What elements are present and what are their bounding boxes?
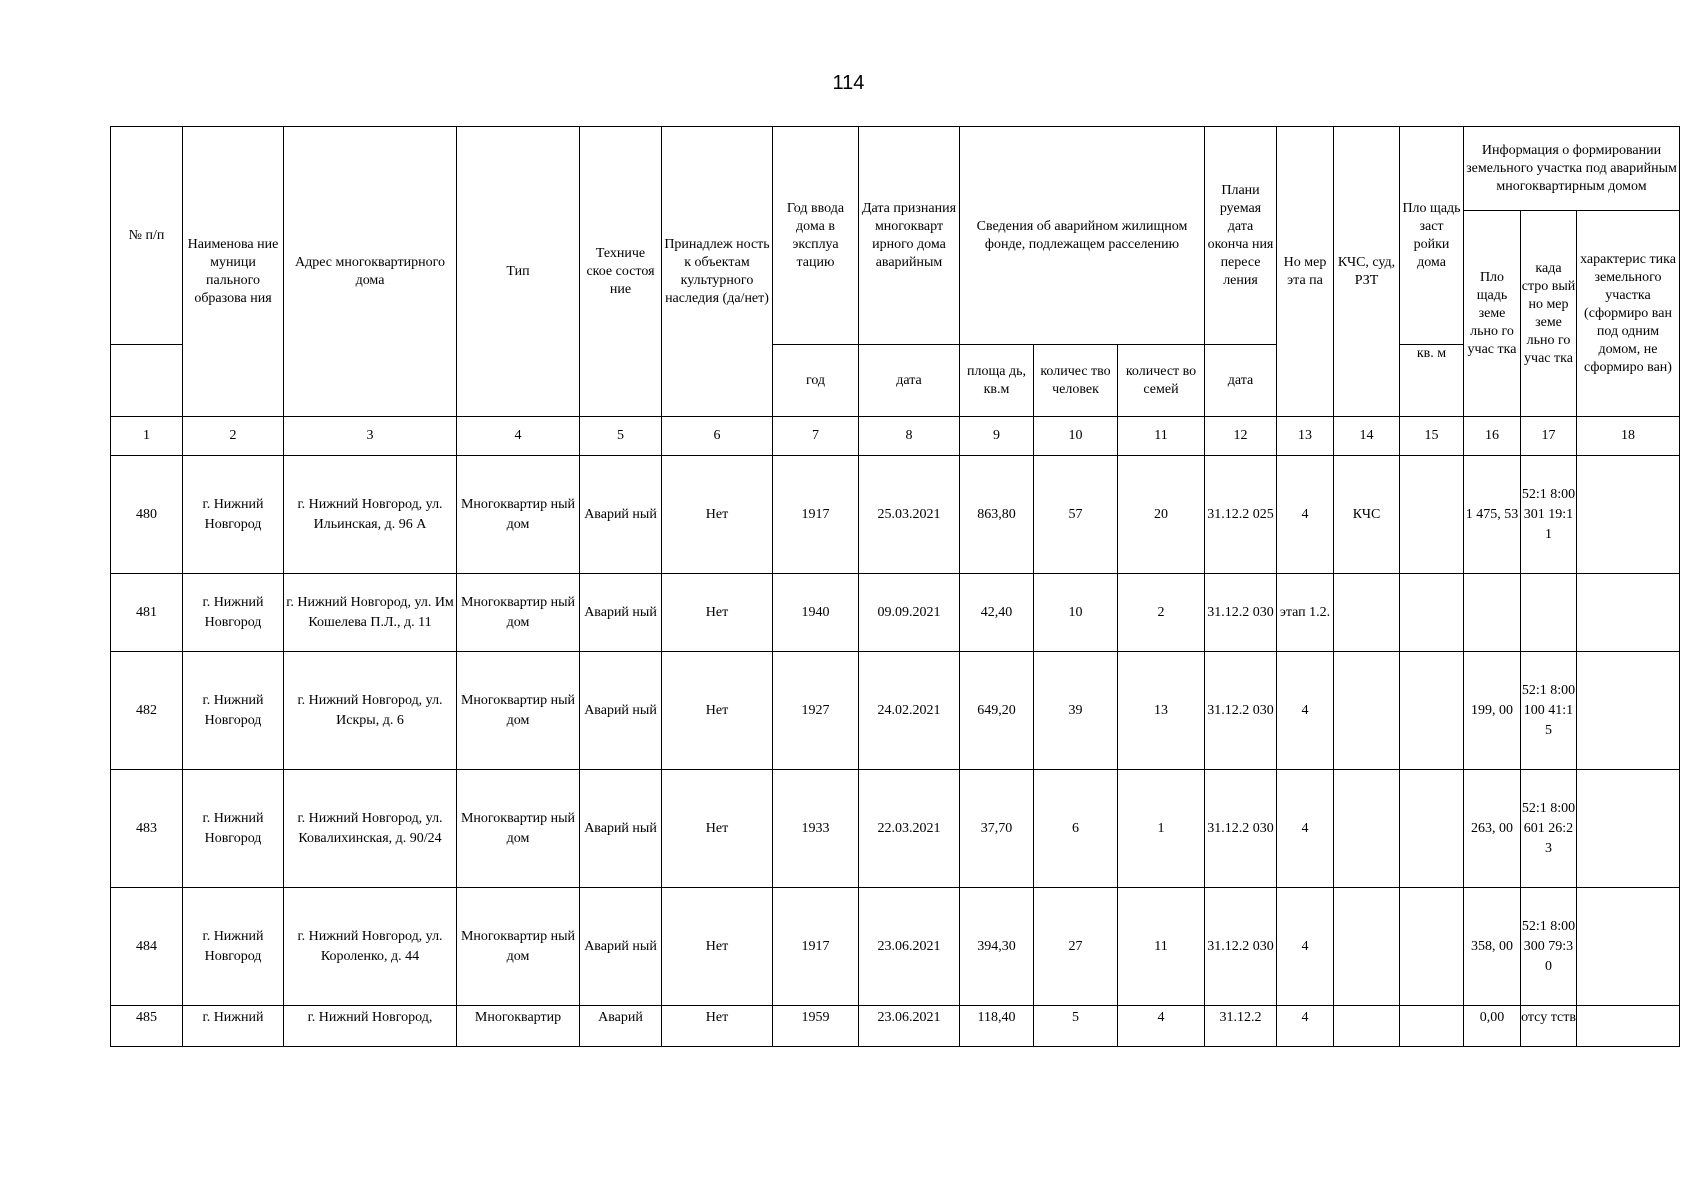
area-cell: 118,40: [960, 1006, 1034, 1047]
header-building-area: Пло щадь заст ройки дома: [1400, 127, 1464, 345]
condition-cell: Аварий ный: [580, 770, 662, 888]
header-type: Тип: [457, 127, 580, 417]
type-cell: Многоквартир ный дом: [457, 770, 580, 888]
families-cell: 4: [1118, 1006, 1205, 1047]
municipality-cell: г. Нижний Новгород: [183, 574, 284, 652]
plot-characteristic-cell: [1577, 574, 1680, 652]
year-cell: 1917: [773, 456, 859, 574]
building-area-cell: [1400, 1006, 1464, 1047]
condition-cell: Аварий: [580, 1006, 662, 1047]
sub-date: дата: [859, 345, 960, 417]
cadastral-cell: [1521, 574, 1577, 652]
column-number: 7: [773, 417, 859, 456]
recognized-date-cell: 25.03.2021: [859, 456, 960, 574]
row-number: 480: [111, 456, 183, 574]
column-number: 3: [284, 417, 457, 456]
header-recognized-date: Дата признания многокварт ирного дома аварийным: [859, 127, 960, 345]
column-number: 2: [183, 417, 284, 456]
recognized-date-cell: 23.06.2021: [859, 888, 960, 1006]
area-cell: 863,80: [960, 456, 1034, 574]
recognized-date-cell: 09.09.2021: [859, 574, 960, 652]
row-number: 484: [111, 888, 183, 1006]
header-address: Адрес многоквартирного дома: [284, 127, 457, 417]
building-area-cell: [1400, 888, 1464, 1006]
stage-cell: 4: [1277, 770, 1334, 888]
year-cell: 1940: [773, 574, 859, 652]
plot-characteristic-cell: [1577, 1006, 1680, 1047]
sub-area: площа дь, кв.м: [960, 345, 1034, 417]
header-condition: Техниче ское состоя ние: [580, 127, 662, 417]
heritage-cell: Нет: [662, 456, 773, 574]
area-cell: 37,70: [960, 770, 1034, 888]
column-number: 17: [1521, 417, 1577, 456]
type-cell: Многоквартир ный дом: [457, 574, 580, 652]
header-housing-info: Сведения об аварийном жилищном фонде, подлежащем расселению: [960, 127, 1205, 345]
year-cell: 1927: [773, 652, 859, 770]
people-cell: 5: [1034, 1006, 1118, 1047]
people-cell: 39: [1034, 652, 1118, 770]
people-cell: 10: [1034, 574, 1118, 652]
plot-characteristic-cell: [1577, 456, 1680, 574]
header-empty: [111, 345, 183, 417]
stage-cell: 4: [1277, 652, 1334, 770]
column-number: 12: [1205, 417, 1277, 456]
column-number: 5: [580, 417, 662, 456]
planned-date-cell: 31.12.2 030: [1205, 574, 1277, 652]
header-kchs: КЧС, суд, РЗТ: [1334, 127, 1400, 417]
area-cell: 649,20: [960, 652, 1034, 770]
column-number: 6: [662, 417, 773, 456]
planned-date-cell: 31.12.2: [1205, 1006, 1277, 1047]
address-cell: г. Нижний Новгород, ул. Ильинская, д. 96 А: [284, 456, 457, 574]
header-heritage: Принадлеж ность к объектам культурного наследия (да/нет): [662, 127, 773, 417]
plot-area-cell: 199, 00: [1464, 652, 1521, 770]
recognized-date-cell: 23.06.2021: [859, 1006, 960, 1047]
header-land-plot-info: Информация о формировании земельного участка под аварийным многоквартирным домом: [1464, 127, 1680, 211]
header-num: № п/п: [111, 127, 183, 345]
header-year: Год ввода дома в эксплуа тацию: [773, 127, 859, 345]
stage-cell: 4: [1277, 456, 1334, 574]
recognized-date-cell: 22.03.2021: [859, 770, 960, 888]
building-area-cell: [1400, 652, 1464, 770]
kchs-cell: [1334, 770, 1400, 888]
table-row: [111, 888, 1680, 1006]
sub-people: количес тво человек: [1034, 345, 1118, 417]
table-row: [111, 1006, 1680, 1047]
heritage-cell: Нет: [662, 770, 773, 888]
column-number: 16: [1464, 417, 1521, 456]
header-plot-area: Пло щадь земе льно го учас тка: [1464, 211, 1521, 417]
sub-families: количест во семей: [1118, 345, 1205, 417]
column-number: 8: [859, 417, 960, 456]
column-number: 4: [457, 417, 580, 456]
table-row: [111, 770, 1680, 888]
planned-date-cell: 31.12.2 030: [1205, 770, 1277, 888]
condition-cell: Аварий ный: [580, 456, 662, 574]
column-number: 18: [1577, 417, 1680, 456]
stage-cell: 4: [1277, 888, 1334, 1006]
municipality-cell: г. Нижний: [183, 1006, 284, 1047]
type-cell: Многоквартир ный дом: [457, 456, 580, 574]
plot-area-cell: [1464, 574, 1521, 652]
row-number: 481: [111, 574, 183, 652]
type-cell: Многоквартир ный дом: [457, 888, 580, 1006]
condition-cell: Аварий ный: [580, 652, 662, 770]
people-cell: 57: [1034, 456, 1118, 574]
column-number: 15: [1400, 417, 1464, 456]
column-number: 1: [111, 417, 183, 456]
planned-date-cell: 31.12.2 030: [1205, 888, 1277, 1006]
heritage-cell: Нет: [662, 888, 773, 1006]
families-cell: 11: [1118, 888, 1205, 1006]
row-number: 485: [111, 1006, 183, 1047]
type-cell: Многоквартир ный дом: [457, 652, 580, 770]
plot-area-cell: 358, 00: [1464, 888, 1521, 1006]
header-planned-date: Плани руемая дата оконча ния пересе ления: [1205, 127, 1277, 345]
municipality-cell: г. Нижний Новгород: [183, 652, 284, 770]
condition-cell: Аварий ный: [580, 574, 662, 652]
table-body: [111, 456, 1680, 1047]
address-cell: г. Нижний Новгород, ул. Короленко, д. 44: [284, 888, 457, 1006]
families-cell: 1: [1118, 770, 1205, 888]
table-row: [111, 574, 1680, 652]
header-stage: Но мер эта па: [1277, 127, 1334, 417]
cadastral-cell: 52:1 8:00 100 41:1 5: [1521, 652, 1577, 770]
building-area-cell: [1400, 456, 1464, 574]
people-cell: 27: [1034, 888, 1118, 1006]
column-number: 11: [1118, 417, 1205, 456]
sub-planned-date: дата: [1205, 345, 1277, 417]
column-number: 13: [1277, 417, 1334, 456]
heritage-cell: Нет: [662, 652, 773, 770]
building-area-cell: [1400, 574, 1464, 652]
stage-cell: этап 1.2.: [1277, 574, 1334, 652]
address-cell: г. Нижний Новгород,: [284, 1006, 457, 1047]
kchs-cell: [1334, 888, 1400, 1006]
plot-characteristic-cell: [1577, 770, 1680, 888]
planned-date-cell: 31.12.2 025: [1205, 456, 1277, 574]
cadastral-cell: отсу тств: [1521, 1006, 1577, 1047]
cadastral-cell: 52:1 8:00 301 19:1 1: [1521, 456, 1577, 574]
address-cell: г. Нижний Новгород, ул. Искры, д. 6: [284, 652, 457, 770]
emergency-housing-table: [110, 126, 1680, 1047]
planned-date-cell: 31.12.2 030: [1205, 652, 1277, 770]
municipality-cell: г. Нижний Новгород: [183, 770, 284, 888]
families-cell: 20: [1118, 456, 1205, 574]
families-cell: 2: [1118, 574, 1205, 652]
kchs-cell: КЧС: [1334, 456, 1400, 574]
year-cell: 1917: [773, 888, 859, 1006]
address-cell: г. Нижний Новгород, ул. Им Кошелева П.Л., д. 11: [284, 574, 457, 652]
header-municipality: Наименова ние муници пального образова ния: [183, 127, 284, 417]
kchs-cell: [1334, 652, 1400, 770]
table-row: [111, 456, 1680, 574]
area-cell: 42,40: [960, 574, 1034, 652]
families-cell: 13: [1118, 652, 1205, 770]
column-numbers-row: [111, 417, 1680, 456]
header-plot-characteristic: характерис тика земельного участка (сформиро ван под одним домом, не сформиро ван): [1577, 211, 1680, 417]
plot-area-cell: 0,00: [1464, 1006, 1521, 1047]
kchs-cell: [1334, 574, 1400, 652]
area-cell: 394,30: [960, 888, 1034, 1006]
plot-area-cell: 1 475, 53: [1464, 456, 1521, 574]
column-number: 10: [1034, 417, 1118, 456]
row-number: 482: [111, 652, 183, 770]
recognized-date-cell: 24.02.2021: [859, 652, 960, 770]
column-number: 14: [1334, 417, 1400, 456]
table-row: [111, 652, 1680, 770]
sub-building-area-unit: кв. м: [1400, 345, 1464, 417]
people-cell: 6: [1034, 770, 1118, 888]
kchs-cell: [1334, 1006, 1400, 1047]
condition-cell: Аварий ный: [580, 888, 662, 1006]
plot-characteristic-cell: [1577, 652, 1680, 770]
header-row-1: [111, 127, 1680, 211]
stage-cell: 4: [1277, 1006, 1334, 1047]
heritage-cell: Нет: [662, 1006, 773, 1047]
address-cell: г. Нижний Новгород, ул. Ковалихинская, д. 90/24: [284, 770, 457, 888]
column-number: 9: [960, 417, 1034, 456]
page-number: 114: [832, 72, 865, 94]
cadastral-cell: 52:1 8:00 601 26:2 3: [1521, 770, 1577, 888]
sub-year: год: [773, 345, 859, 417]
type-cell: Многоквартир: [457, 1006, 580, 1047]
heritage-cell: Нет: [662, 574, 773, 652]
cadastral-cell: 52:1 8:00 300 79:3 0: [1521, 888, 1577, 1006]
year-cell: 1933: [773, 770, 859, 888]
municipality-cell: г. Нижний Новгород: [183, 456, 284, 574]
row-number: 483: [111, 770, 183, 888]
plot-area-cell: 263, 00: [1464, 770, 1521, 888]
year-cell: 1959: [773, 1006, 859, 1047]
municipality-cell: г. Нижний Новгород: [183, 888, 284, 1006]
plot-characteristic-cell: [1577, 888, 1680, 1006]
header-cadastral-number: када стро вый но мер земе льно го учас тка: [1521, 211, 1577, 417]
building-area-cell: [1400, 770, 1464, 888]
